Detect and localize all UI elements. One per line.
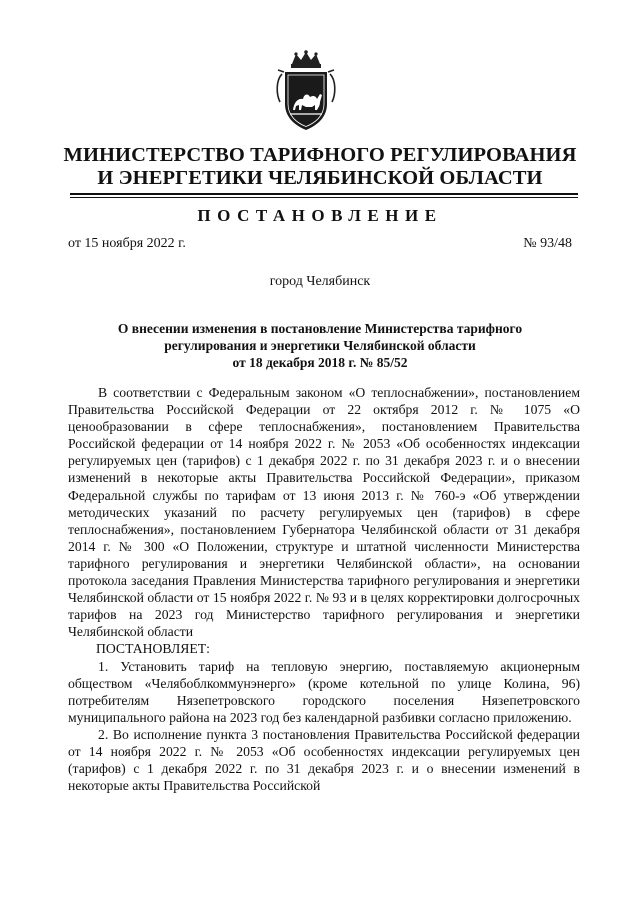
- item-2-paragraph: 2. Во исполнение пункта 3 постановления Правительства Российской федерации от 14 ноября 2022 г. № 2053 «Об особенностях индексации регулируемых цен (тарифов) с 1 декабря 2022 г. по 31 декабря 2023 г. и о внесении изменений в некоторые акты Правительства Российской: [68, 726, 580, 794]
- header-rule-thick: [70, 193, 578, 195]
- document-body: [68, 384, 580, 794]
- resolves-heading: ПОСТАНОВЛЯЕТ:: [96, 641, 210, 657]
- document-type: ПОСТАНОВЛЕНИЕ: [197, 206, 443, 225]
- item-1-paragraph: 1. Установить тариф на тепловую энергию, поставляемую акционерным обществом «Челябоблкоммунэнерго» (кроме котельной по улице Колина, 96) потребителям Нязепетровского городского поселения Нязепетровского муниципального района на 2023 год без календарной разбивки согласно приложению.: [68, 658, 580, 725]
- ministry-name-line1: МИНИСТЕРСТВО ТАРИФНОГО РЕГУЛИРОВАНИЯ: [63, 144, 577, 166]
- coat-of-arms-icon: [270, 50, 342, 132]
- document-date: от 15 ноября 2022 г.: [68, 236, 186, 251]
- document-number: № 93/48: [523, 236, 572, 251]
- subject-line2: регулирования и энергетики Челябинской области: [164, 338, 476, 353]
- subject-line3: от 18 декабря 2018 г. № 85/52: [232, 355, 408, 370]
- document-city: город Челябинск: [269, 274, 371, 289]
- header-rule-thin: [70, 197, 578, 198]
- ministry-name-line2: И ЭНЕРГЕТИКИ ЧЕЛЯБИНСКОЙ ОБЛАСТИ: [97, 167, 543, 189]
- preamble-paragraph: В соответствии с Федеральным законом «О теплоснабжении», постановлением Правительства Российской Федерации от 22 октября 2012 г. № 1075 «О ценообразовании в сфере теплоснабжения», постановлением Правительства Российской федерации от 14 ноября 2022 г. № 2053 «Об особенностях индексации регулируемых цен (тарифов) с 1 декабря 2022 г. по 31 декабря 2023 г. и о внесении изменений в некоторые акты Правительства Российской Федерации», приказом Федеральной службы по тарифам от 13 июня 2013 г. № 760-э «Об утверждении методических указаний по расчету регулируемых цен (тарифов) в сфере теплоснабжения», постановлением Губернатора Челябинской области от 31 декабря 2014 г. № 300 «О Положении, структуре и штатной численности Министерства тарифного регулирования и энергетики Челябинской области», на основании протокола заседания Правления Министерства тарифного регулирования и энергетики Челябинской области от 15 ноября 2022 г. № 93 и в целях корректировки долгосрочных тарифов на 2023 год Министерство тарифного регулирования и энергетики Челябинской области: [68, 385, 580, 640]
- subject-line1: О внесении изменения в постановление Министерства тарифного: [117, 321, 523, 336]
- document-subject: [80, 320, 560, 371]
